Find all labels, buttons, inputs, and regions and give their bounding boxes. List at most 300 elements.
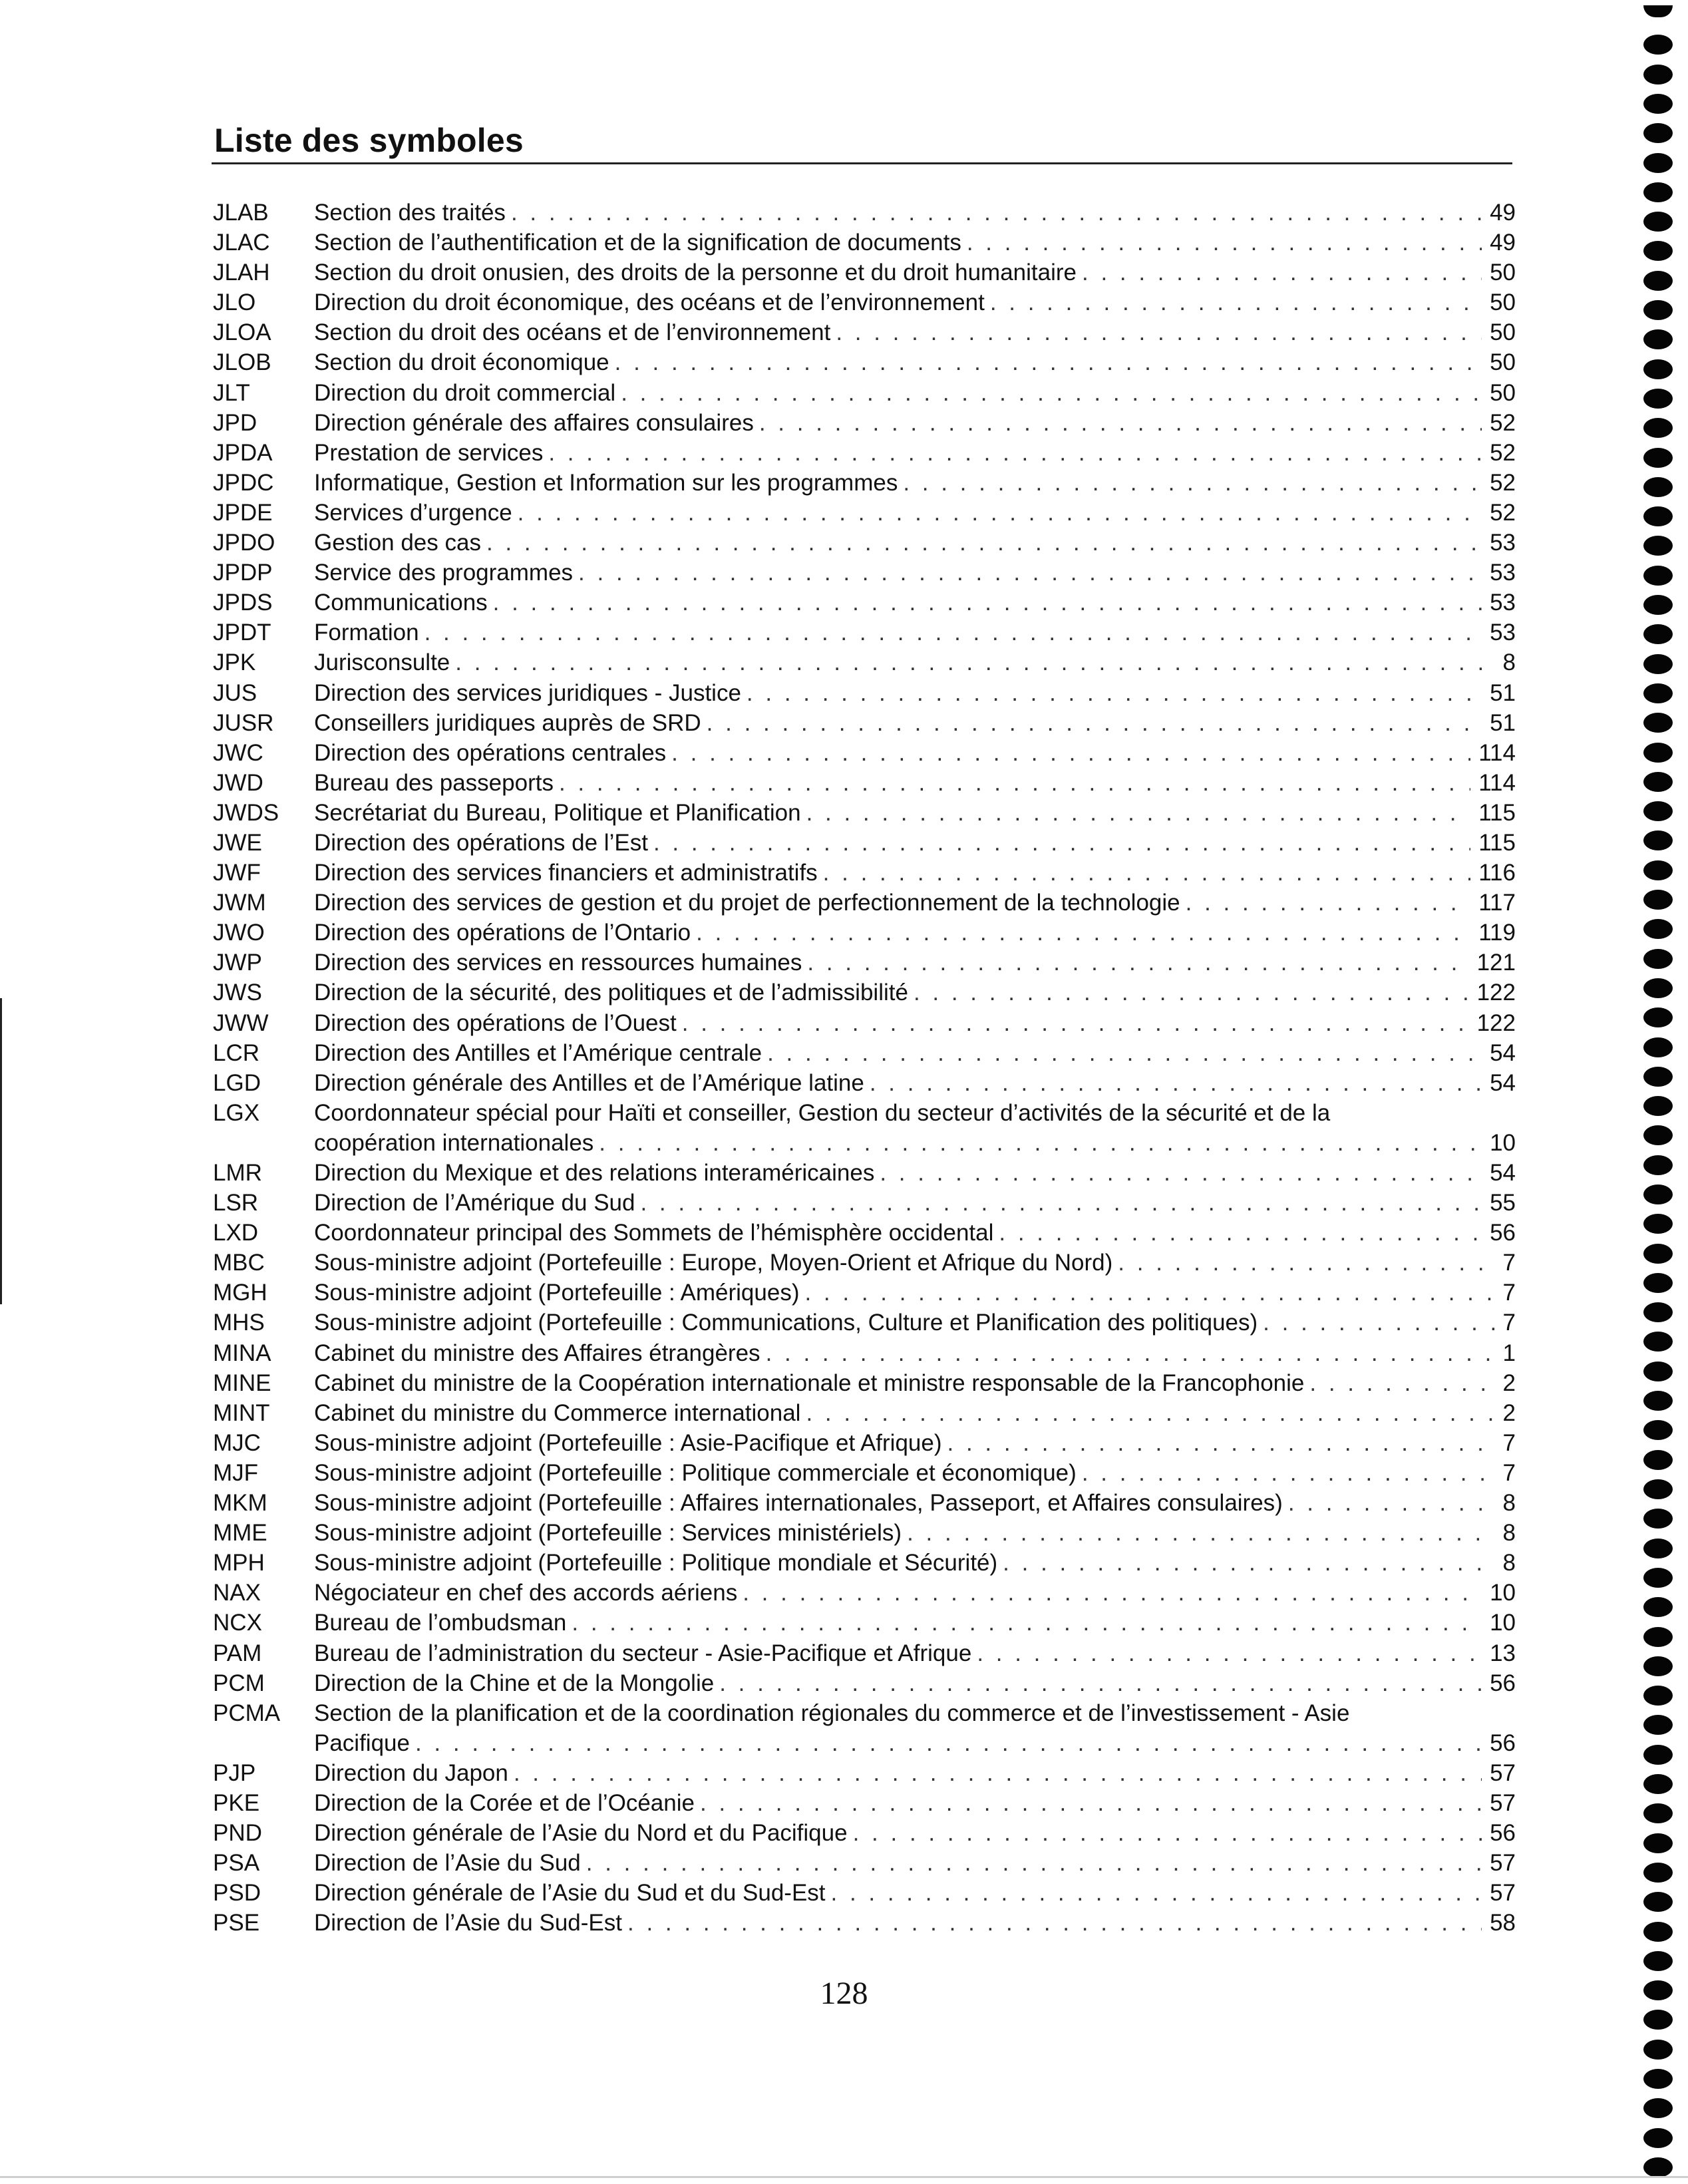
- dot-leader: [410, 1728, 1482, 1758]
- binding-hole: [1643, 2040, 1673, 2060]
- entry-description: Coordonnateur spécial pour Haïti et conseiller, Gestion du secteur d’activités de la sécurité et de la: [314, 1099, 1331, 1126]
- list-item: [213, 1308, 1516, 1338]
- entry-page-number: 52: [1490, 409, 1516, 436]
- entry-page-number: 56: [1490, 1220, 1516, 1246]
- binding-hole: [1643, 477, 1673, 497]
- entry-description: Bureau des passeports: [314, 769, 554, 796]
- dot-leader: [1258, 1308, 1494, 1338]
- dot-leader: [993, 1218, 1482, 1248]
- list-item: [213, 1098, 1516, 1158]
- entry-description: Section de la planification et de la coordination régionales du commerce et de l’investissement - Asie: [314, 1700, 1350, 1726]
- entry-description: Communications: [314, 590, 488, 616]
- symbol-code: JLAH: [213, 260, 270, 286]
- list-item: [213, 1878, 1516, 1908]
- entry-page-number: 8: [1502, 1490, 1516, 1517]
- entry-description: Section du droit des océans et de l’environnement: [314, 319, 831, 346]
- entry-page-number: 53: [1490, 590, 1516, 616]
- symbol-code: JLAC: [213, 230, 270, 256]
- symbol-code: PSE: [213, 1910, 260, 1936]
- binding-hole: [1643, 624, 1673, 644]
- entry-page-number: 8: [1502, 649, 1516, 676]
- binding-hole: [1643, 1450, 1673, 1470]
- symbol-code: MINT: [213, 1399, 270, 1426]
- dot-leader: [830, 317, 1482, 347]
- binding-hole: [1643, 1833, 1673, 1853]
- binding-hole: [1643, 1479, 1673, 1499]
- binding-hole: [1643, 65, 1673, 85]
- dot-leader: [666, 738, 1470, 768]
- dot-leader: [573, 558, 1482, 588]
- dot-leader: [635, 1188, 1482, 1218]
- entry-page-number: 51: [1490, 709, 1516, 736]
- entry-page-number: 57: [1490, 1850, 1516, 1877]
- entry-page-number: 50: [1490, 349, 1516, 376]
- entry-page-number: 52: [1490, 439, 1516, 466]
- symbol-code: JWD: [213, 769, 263, 796]
- list-item: [213, 1638, 1516, 1668]
- list-item: [213, 1668, 1516, 1698]
- binding-hole: [1643, 1892, 1673, 1912]
- dot-leader: [593, 1128, 1482, 1158]
- symbol-code: JWO: [213, 920, 265, 946]
- list-item: [213, 647, 1516, 677]
- binding-hole: [1643, 2098, 1673, 2118]
- binding-hole: [1643, 1302, 1673, 1322]
- entry-description: Direction générale de l’Asie du Sud et du Sud-Est: [314, 1880, 826, 1907]
- entry-description: Sous-ministre adjoint (Portefeuille : Services ministériels): [314, 1520, 902, 1547]
- entry-description: Section de l’authentification et de la signification de documents: [314, 230, 961, 256]
- binding-hole: [1643, 919, 1673, 939]
- list-item: [213, 228, 1516, 258]
- binding-hole: [1643, 1184, 1673, 1204]
- list-item: [213, 558, 1516, 588]
- entry-description: Prestation de services: [314, 439, 544, 466]
- entry-page-number: 2: [1502, 1399, 1516, 1426]
- binding-hole: [1643, 2128, 1673, 2148]
- entry-description: Cabinet du ministre des Affaires étrangères: [314, 1340, 760, 1366]
- entry-description: Sous-ministre adjoint (Portefeuille : Amériques): [314, 1280, 800, 1306]
- binding-hole: [1643, 1007, 1673, 1027]
- dot-leader: [622, 1908, 1482, 1938]
- list-item: [213, 1458, 1516, 1488]
- entry-page-number: 50: [1490, 319, 1516, 346]
- entry-page-number: 7: [1502, 1250, 1516, 1276]
- entry-description: Gestion des cas: [314, 530, 481, 556]
- entry-description: Jurisconsulte: [314, 649, 450, 676]
- dot-leader: [506, 198, 1482, 228]
- entry-page-number: 114: [1478, 739, 1516, 766]
- binding-hole: [1643, 1803, 1673, 1823]
- entry-description: Sous-ministre adjoint (Portefeuille : Communications, Culture et Planification des politiques): [314, 1310, 1258, 1336]
- symbol-code: JPDC: [213, 469, 274, 496]
- dot-leader: [961, 228, 1482, 258]
- entry-description: Formation: [314, 620, 419, 646]
- binding-hole: [1643, 1539, 1673, 1558]
- entry-page-number: 114: [1478, 769, 1516, 796]
- binding-hole: [1643, 300, 1673, 320]
- symbol-code: LMR: [213, 1160, 262, 1186]
- list-item: [213, 1608, 1516, 1638]
- entry-description: Direction générale de l’Asie du Nord et du Pacifique: [314, 1820, 848, 1847]
- binding-hole: [1643, 1125, 1673, 1145]
- binding-hole: [1643, 182, 1673, 202]
- entry-description: Sous-ministre adjoint (Portefeuille : Europe, Moyen-Orient et Afrique du Nord): [314, 1250, 1113, 1276]
- list-item: [213, 258, 1516, 287]
- entry-page-number: 121: [1476, 950, 1516, 976]
- dot-leader: [754, 408, 1482, 438]
- list-item: [213, 287, 1516, 317]
- dot-leader: [902, 1518, 1494, 1548]
- list-item: [213, 1248, 1516, 1278]
- binding-hole: [1643, 1155, 1673, 1175]
- symbol-code: MKM: [213, 1490, 267, 1517]
- symbol-code: JPDA: [213, 439, 273, 466]
- binding-hole: [1643, 1037, 1673, 1057]
- dot-leader: [512, 498, 1482, 528]
- dot-leader: [677, 1008, 1469, 1038]
- dot-leader: [818, 858, 1471, 888]
- binding-hole: [1643, 241, 1673, 261]
- binding-hole: [1643, 329, 1673, 349]
- dot-leader: [942, 1428, 1495, 1458]
- binding-hole: [1643, 1273, 1673, 1293]
- symbol-code: PCM: [213, 1670, 265, 1696]
- entry-description: Sous-ministre adjoint (Portefeuille : Asie-Pacifique et Afrique): [314, 1429, 942, 1456]
- entry-page-number: 53: [1490, 560, 1516, 586]
- list-item: [213, 438, 1516, 468]
- list-item: [213, 498, 1516, 528]
- page-title: Liste des symboles: [214, 122, 524, 159]
- entry-page-number: 56: [1490, 1729, 1516, 1756]
- list-item: [213, 528, 1516, 558]
- binding-hole: [1643, 1745, 1673, 1765]
- entry-description: Sous-ministre adjoint (Portefeuille : Politique mondiale et Sécurité): [314, 1550, 998, 1576]
- entry-description: Direction des services de gestion et du projet de perfectionnement de la technologie: [314, 890, 1180, 916]
- symbol-code: LCR: [213, 1039, 260, 1066]
- dot-leader: [615, 378, 1482, 408]
- dot-leader: [800, 1398, 1494, 1428]
- dot-leader: [1112, 1248, 1494, 1278]
- entry-description: Direction de l’Asie du Sud: [314, 1850, 581, 1877]
- symbol-code: MINA: [213, 1340, 271, 1366]
- symbol-code: JPDE: [213, 499, 273, 526]
- binding-hole: [1643, 1597, 1673, 1617]
- binding-hole: [1643, 1980, 1673, 2000]
- symbol-code: JWP: [213, 950, 262, 976]
- list-item: [213, 978, 1516, 1007]
- list-item: [213, 888, 1516, 918]
- entry-description: Direction des opérations de l’Est: [314, 829, 648, 856]
- entry-page-number: 116: [1478, 860, 1516, 886]
- entry-description: Direction de la sécurité, des politiques et de l’admissibilité: [314, 980, 908, 1006]
- dot-leader: [971, 1638, 1482, 1668]
- entry-page-number: 51: [1490, 679, 1516, 706]
- binding-hole: [1643, 1362, 1673, 1381]
- dot-leader: [826, 1878, 1482, 1908]
- binding-hole: [1643, 1244, 1673, 1264]
- binding-hole: [1643, 978, 1673, 998]
- entry-page-number: 7: [1502, 1310, 1516, 1336]
- symbol-code: MINE: [213, 1369, 271, 1396]
- dot-leader: [1077, 258, 1482, 287]
- dot-leader: [762, 1038, 1482, 1068]
- list-item: [213, 1218, 1516, 1248]
- symbol-code: MHS: [213, 1310, 265, 1336]
- entry-page-number: 7: [1502, 1280, 1516, 1306]
- symbol-code: PKE: [213, 1789, 260, 1816]
- dot-leader: [701, 708, 1482, 738]
- entry-page-number: 53: [1490, 530, 1516, 556]
- binding-hole: [1643, 123, 1673, 143]
- list-item: [213, 378, 1516, 408]
- list-item: [213, 1548, 1516, 1578]
- symbol-code: MPH: [213, 1550, 265, 1576]
- symbol-code: JPDP: [213, 560, 273, 586]
- entry-page-number: 7: [1502, 1459, 1516, 1486]
- entry-description: Secrétariat du Bureau, Politique et Planification: [314, 799, 801, 826]
- list-item: [213, 618, 1516, 647]
- binding-hole: [1643, 1391, 1673, 1411]
- binding-hole: [1643, 1951, 1673, 1971]
- entry-description: Direction des Antilles et l’Amérique centrale: [314, 1039, 762, 1066]
- binding-hole: [1643, 1420, 1673, 1440]
- entry-page-number: 8: [1502, 1520, 1516, 1547]
- list-item: [213, 408, 1516, 438]
- entry-description: Coordonnateur principal des Sommets de l’hémisphère occidental: [314, 1220, 994, 1246]
- symbol-code: JUSR: [213, 709, 274, 736]
- binding-hole: [1643, 94, 1673, 114]
- list-item: [213, 1698, 1516, 1758]
- binding-hole: [1643, 1656, 1673, 1676]
- entry-page-number: 1: [1502, 1340, 1516, 1366]
- symbol-code: JUS: [213, 679, 257, 706]
- dot-leader: [864, 1068, 1482, 1098]
- dot-leader: [543, 438, 1482, 468]
- symbol-code: MJF: [213, 1459, 259, 1486]
- list-item: [213, 1818, 1516, 1848]
- entry-description: Section du droit économique: [314, 349, 609, 376]
- symbol-code: PJP: [213, 1759, 256, 1786]
- entry-page-number: 7: [1502, 1429, 1516, 1456]
- list-item: [213, 1368, 1516, 1398]
- entry-page-number: 115: [1478, 799, 1516, 826]
- binding-hole: [1643, 772, 1673, 792]
- dot-leader: [554, 768, 1470, 798]
- entry-page-number: 2: [1502, 1369, 1516, 1396]
- entry-page-number: 54: [1490, 1039, 1516, 1066]
- entry-page-number: 117: [1478, 890, 1516, 916]
- binding-hole: [1643, 595, 1673, 615]
- list-item: [213, 708, 1516, 738]
- binding-hole: [1643, 683, 1673, 703]
- symbol-code: MGH: [213, 1280, 267, 1306]
- entry-description: Négociateur en chef des accords aériens: [314, 1580, 738, 1606]
- list-item: [213, 858, 1516, 888]
- entry-page-number: 122: [1476, 1009, 1516, 1036]
- symbol-code: MME: [213, 1520, 267, 1547]
- binding-hole: [1643, 2069, 1673, 2089]
- symbol-code: JWDS: [213, 799, 279, 826]
- dot-leader: [801, 798, 1471, 828]
- dot-leader: [799, 1278, 1494, 1308]
- entry-page-number: 10: [1490, 1580, 1516, 1606]
- binding-hole: [1643, 506, 1673, 526]
- dot-leader: [695, 1788, 1482, 1818]
- list-item: [213, 1758, 1516, 1788]
- symbol-code: LGX: [213, 1099, 260, 1126]
- symbol-code: JPK: [213, 649, 256, 676]
- symbol-code: JPDT: [213, 620, 271, 646]
- list-item: [213, 588, 1516, 618]
- symbol-code: PSD: [213, 1880, 261, 1907]
- entry-page-number: 10: [1490, 1129, 1516, 1156]
- symbol-code: JPD: [213, 409, 257, 436]
- list-item: [213, 1488, 1516, 1518]
- dot-leader: [848, 1818, 1482, 1848]
- entry-page-number: 57: [1490, 1789, 1516, 1816]
- entry-description: Cabinet du ministre de la Coopération internationale et ministre responsable de la Francophonie: [314, 1369, 1305, 1396]
- list-item: [213, 1848, 1516, 1878]
- entry-description: Bureau de l’ombudsman: [314, 1610, 567, 1636]
- dot-leader: [908, 978, 1469, 1007]
- page-number: 128: [820, 1976, 868, 2011]
- dot-leader: [737, 1578, 1482, 1608]
- symbol-code: LXD: [213, 1220, 259, 1246]
- symbol-code: JWF: [213, 860, 261, 886]
- binding-hole: [1643, 1774, 1673, 1794]
- list-item: [213, 468, 1516, 498]
- dot-leader: [566, 1608, 1482, 1638]
- binding-hole: [1643, 743, 1673, 763]
- entry-description: Direction de la Chine et de la Mongolie: [314, 1670, 715, 1696]
- list-item: [213, 1188, 1516, 1218]
- dot-leader: [714, 1668, 1482, 1698]
- binding-hole: [1643, 212, 1673, 232]
- dot-leader: [997, 1548, 1494, 1578]
- entry-description: Direction du Mexique et des relations interaméricaines: [314, 1160, 875, 1186]
- entry-description: coopération internationales: [314, 1129, 594, 1156]
- symbol-code: NCX: [213, 1610, 262, 1636]
- binding-hole: [1643, 890, 1673, 910]
- entry-page-number: 52: [1490, 469, 1516, 496]
- dot-leader: [609, 347, 1482, 377]
- binding-hole: [1643, 359, 1673, 379]
- list-item: [213, 1428, 1516, 1458]
- binding-hole: [1643, 1509, 1673, 1529]
- binding-hole: [1643, 153, 1673, 173]
- entry-page-number: 53: [1490, 620, 1516, 646]
- entry-description: Cabinet du ministre du Commerce international: [314, 1399, 801, 1426]
- entry-page-number: 52: [1490, 499, 1516, 526]
- binding-hole: [1643, 1715, 1673, 1735]
- dot-leader: [450, 647, 1494, 677]
- binding-hole: [1643, 448, 1673, 468]
- binding-hole: [1643, 860, 1673, 880]
- dot-leader: [741, 678, 1482, 708]
- binding-hole: [1643, 5, 1673, 17]
- binding-hole: [1643, 35, 1673, 55]
- entry-description: Direction générale des Antilles et de l’Amérique latine: [314, 1069, 864, 1096]
- list-item: [213, 678, 1516, 708]
- list-item: [213, 1068, 1516, 1098]
- list-item: [213, 738, 1516, 768]
- dot-leader: [898, 468, 1482, 498]
- symbol-code: JWM: [213, 890, 266, 916]
- entry-page-number: 13: [1490, 1640, 1516, 1666]
- entry-description: Direction des services financiers et administratifs: [314, 860, 818, 886]
- entry-description: Direction générale des affaires consulaires: [314, 409, 754, 436]
- binding-hole: [1643, 1214, 1673, 1234]
- binding-hole: [1643, 830, 1673, 850]
- symbol-code: PAM: [213, 1640, 262, 1666]
- entry-description: Direction des opérations centrales: [314, 739, 667, 766]
- entry-description: Direction des opérations de l’Ontario: [314, 920, 691, 946]
- list-item: [213, 798, 1516, 828]
- list-item: [213, 1398, 1516, 1428]
- symbol-code: JWW: [213, 1009, 269, 1036]
- binding-hole: [1643, 2010, 1673, 2030]
- entry-page-number: 50: [1490, 379, 1516, 406]
- symbol-code: LGD: [213, 1069, 261, 1096]
- list-item: [213, 948, 1516, 978]
- binding-hole: [1643, 1332, 1673, 1352]
- entry-description: Direction des services juridiques - Justice: [314, 679, 741, 706]
- symbol-code: PSA: [213, 1850, 260, 1877]
- entry-description: Conseillers juridiques auprès de SRD: [314, 709, 701, 736]
- symbol-code: JLO: [213, 289, 256, 316]
- binding-hole: [1643, 1686, 1673, 1706]
- entry-description: Sous-ministre adjoint (Portefeuille : Politique commerciale et économique): [314, 1459, 1077, 1486]
- dot-leader: [802, 948, 1468, 978]
- entry-description: Direction des opérations de l’Ouest: [314, 1009, 677, 1036]
- symbol-code: PCMA: [213, 1700, 281, 1726]
- title-rule: [212, 162, 1512, 164]
- binding-hole: [1643, 1067, 1673, 1087]
- symbol-code: PND: [213, 1820, 262, 1847]
- symbol-code: JWE: [213, 829, 262, 856]
- dot-leader: [488, 588, 1482, 618]
- dot-leader: [1283, 1488, 1495, 1518]
- entry-page-number: 54: [1490, 1069, 1516, 1096]
- list-item: [213, 1338, 1516, 1368]
- entry-description: Direction de l’Amérique du Sud: [314, 1190, 635, 1216]
- entry-description: Pacifique: [314, 1729, 410, 1756]
- dot-leader: [760, 1338, 1495, 1368]
- symbol-code: JPDS: [213, 590, 273, 616]
- symbol-code: JWS: [213, 980, 262, 1006]
- dot-leader: [874, 1158, 1482, 1188]
- entry-page-number: 50: [1490, 260, 1516, 286]
- binding-hole: [1643, 2157, 1673, 2177]
- binding-hole: [1643, 654, 1673, 674]
- binding-hole: [1643, 949, 1673, 969]
- symbol-code: NAX: [213, 1580, 261, 1606]
- dot-leader: [581, 1848, 1482, 1878]
- binding-hole: [1643, 536, 1673, 556]
- entry-description: Direction du droit économique, des océans et de l’environnement: [314, 289, 985, 316]
- symbol-code: JLT: [213, 379, 250, 406]
- binding-hole: [1643, 271, 1673, 291]
- entry-page-number: 56: [1490, 1820, 1516, 1847]
- dot-leader: [419, 618, 1482, 647]
- binding-hole: [1643, 1627, 1673, 1647]
- entry-page-number: 119: [1478, 920, 1516, 946]
- binding-holes: [1643, 0, 1683, 2184]
- symbol-code: JLOB: [213, 349, 271, 376]
- list-item: [213, 1008, 1516, 1038]
- list-item: [213, 1578, 1516, 1608]
- entry-page-number: 8: [1502, 1550, 1516, 1576]
